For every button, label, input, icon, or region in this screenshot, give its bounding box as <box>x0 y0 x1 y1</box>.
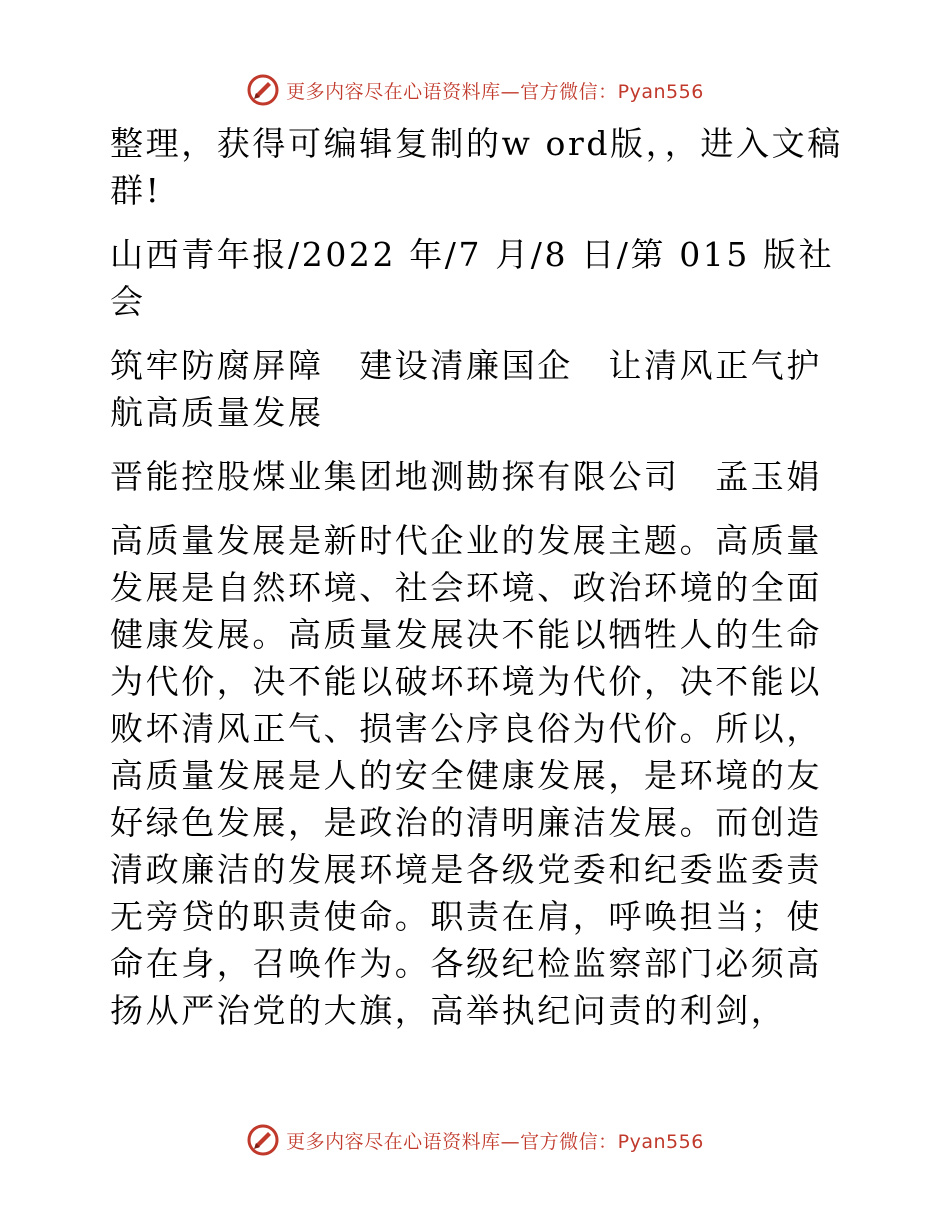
article-author: 晋能控股煤业集团地测勘探有限公司 孟玉娟 <box>110 457 822 496</box>
article-body-paragraph: 高质量发展是新时代企业的发展主题。高质量发展是自然环境、社会环境、政治环境的全面健康发展。高质量发展决不能以牺牲人的生命为代价，决不能以破坏环境为代价，决不能以败坏清风正气、损害公序良俗为代价。所以，高质量发展是人的安全健康发展，是环境的友好绿色发展，是政治的清明廉洁发展。而创造清政廉洁的发展环境是各级党委和纪委监委责无旁贷的职责使命。职责在肩，呼唤担当；使命在身，召唤作为。各级纪检监察部门必须高扬从严治党的大旗，高举执纪问责的利剑， <box>110 521 822 1030</box>
header-watermark <box>0 70 950 110</box>
watermark-wechat-text: 官方微信：Pyan556 <box>520 80 704 103</box>
paragraph-intro: 整理，获得可编辑复制的w ord版，，进入文稿群! <box>110 124 843 210</box>
footer-watermark <box>0 1120 950 1160</box>
watermark-text <box>286 77 704 104</box>
paragraph-source: 山西青年报/2022 年/7 月/8 日/第 015 版社会 <box>110 235 835 321</box>
document-body <box>96 120 856 1034</box>
watermark-separator: — <box>500 80 521 103</box>
watermark-site-text: 更多内容尽在心语资料库 <box>286 1130 501 1153</box>
brand-logo-icon <box>246 73 280 107</box>
watermark-wechat-text: 官方微信：Pyan556 <box>520 1130 704 1153</box>
watermark-site-text: 更多内容尽在心语资料库 <box>286 80 501 103</box>
article-title: 筑牢防腐屏障 建设清廉国企 让清风正气护航高质量发展 <box>110 346 822 432</box>
watermark-text <box>286 1127 704 1154</box>
watermark-separator: — <box>500 1130 521 1153</box>
brand-logo-icon <box>246 1123 280 1157</box>
